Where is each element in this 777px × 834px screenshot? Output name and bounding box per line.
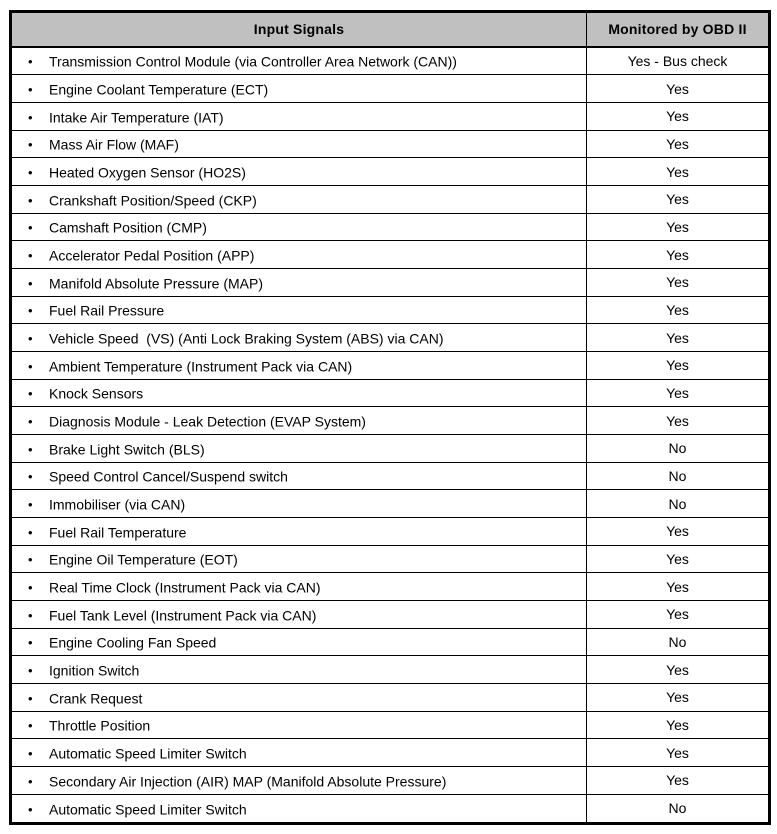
signal-label: Intake Air Temperature (IAT) <box>49 109 224 125</box>
table-row <box>11 435 770 463</box>
bullet-icon: • <box>28 745 33 761</box>
monitored-cell: Yes <box>587 130 770 158</box>
table-row <box>11 103 770 131</box>
signal-cell <box>11 628 587 656</box>
signal-label: Throttle Position <box>49 717 151 734</box>
bullet-icon: • <box>28 662 33 678</box>
signal-label: Automatic Speed Limiter Switch <box>49 801 247 818</box>
signal-cell <box>11 241 587 269</box>
signal-cell <box>11 601 587 629</box>
signal-label: Crankshaft Position/Speed (CKP) <box>49 192 257 209</box>
table-row <box>11 739 770 767</box>
monitored-cell: Yes <box>587 684 770 712</box>
signal-cell <box>11 767 587 795</box>
table-body <box>11 47 770 824</box>
bullet-icon: • <box>28 635 33 651</box>
signal-cell <box>11 462 587 490</box>
signal-label: Manifold Absolute Pressure (MAP) <box>49 275 263 292</box>
signal-cell <box>11 684 587 712</box>
signal-label: Diagnosis Module - Leak Detection (EVAP System) <box>49 413 366 430</box>
signal-cell <box>11 47 587 75</box>
bullet-icon: • <box>28 247 33 263</box>
monitored-cell: Yes <box>587 545 770 573</box>
signal-label: Real Time Clock (Instrument Pack via CAN) <box>49 579 321 596</box>
signal-cell <box>11 656 587 684</box>
table-row <box>11 573 770 601</box>
monitored-cell: Yes <box>587 324 770 352</box>
bullet-icon: • <box>28 773 33 789</box>
bullet-icon: • <box>28 441 33 457</box>
bullet-icon: • <box>28 386 33 402</box>
signal-label: Automatic Speed Limiter Switch <box>49 745 247 762</box>
signal-label: Fuel Tank Level (Instrument Pack via CAN) <box>49 607 317 624</box>
header-row <box>11 12 770 47</box>
monitored-cell: No <box>587 435 770 463</box>
table-row <box>11 407 770 435</box>
signal-label: Vehicle Speed (VS) (Anti Lock Braking System (ABS) via CAN) <box>49 330 444 347</box>
table-row <box>11 241 770 269</box>
column-header-monitored-by-obd2: Monitored by OBD II <box>587 12 770 47</box>
monitored-cell: Yes <box>587 767 770 795</box>
bullet-icon: • <box>28 690 33 706</box>
bullet-icon: • <box>28 552 33 568</box>
bullet-icon: • <box>28 469 33 485</box>
signal-cell <box>11 573 587 601</box>
table-row <box>11 462 770 490</box>
table-row <box>11 47 770 75</box>
signal-label: Speed Control Cancel/Suspend switch <box>49 468 288 485</box>
bullet-icon: • <box>28 330 33 346</box>
bullet-icon: • <box>28 192 33 208</box>
signal-label: Engine Cooling Fan Speed <box>49 634 217 651</box>
signal-label: Engine Oil Temperature (EOT) <box>49 551 238 568</box>
monitored-cell: Yes <box>587 103 770 131</box>
table-row <box>11 75 770 103</box>
table-header <box>11 12 770 47</box>
signal-cell <box>11 269 587 297</box>
signal-label: Crank Request <box>49 690 143 707</box>
table-row <box>11 545 770 573</box>
monitored-cell: Yes <box>587 656 770 684</box>
column-header-input-signals: Input Signals <box>11 12 587 47</box>
bullet-icon: • <box>28 137 33 153</box>
signal-label: Engine Coolant Temperature (ECT) <box>49 81 269 98</box>
monitored-cell: Yes <box>587 352 770 380</box>
signal-cell <box>11 435 587 463</box>
bullet-icon: • <box>28 413 33 429</box>
signal-label: Knock Sensors <box>49 385 144 402</box>
signal-cell <box>11 545 587 573</box>
monitored-cell: Yes <box>587 213 770 241</box>
monitored-cell: Yes <box>587 518 770 546</box>
signal-label: Fuel Rail Temperature <box>49 524 187 541</box>
bullet-icon: • <box>28 358 33 374</box>
monitored-cell: Yes <box>587 573 770 601</box>
signal-label: Ambient Temperature (Instrument Pack via CAN) <box>49 358 353 375</box>
monitored-cell: Yes <box>587 269 770 297</box>
signal-label: Camshaft Position (CMP) <box>49 219 207 236</box>
signal-cell <box>11 158 587 186</box>
monitored-cell: Yes <box>587 379 770 407</box>
monitored-cell: No <box>587 462 770 490</box>
signal-cell <box>11 518 587 546</box>
table-row <box>11 628 770 656</box>
signal-label: Transmission Control Module (via Controller Area Network (CAN)) <box>49 53 457 70</box>
table-row <box>11 656 770 684</box>
signal-label: Heated Oxygen Sensor (HO2S) <box>49 164 246 181</box>
signal-cell <box>11 407 587 435</box>
signal-label: Immobiliser (via CAN) <box>49 496 186 513</box>
monitored-cell: No <box>587 490 770 518</box>
signal-cell <box>11 711 587 739</box>
monitored-cell: Yes <box>587 186 770 214</box>
monitored-cell: Yes <box>587 601 770 629</box>
table-row <box>11 601 770 629</box>
monitored-cell: Yes <box>587 711 770 739</box>
table-row <box>11 684 770 712</box>
signal-label: Ignition Switch <box>49 662 140 679</box>
table-row <box>11 490 770 518</box>
monitored-cell: Yes <box>587 407 770 435</box>
signal-cell <box>11 296 587 324</box>
table-row <box>11 518 770 546</box>
bullet-icon: • <box>28 607 33 623</box>
signal-cell <box>11 324 587 352</box>
signal-cell <box>11 794 587 823</box>
table-row <box>11 767 770 795</box>
monitored-cell: No <box>587 794 770 823</box>
signal-cell <box>11 75 587 103</box>
monitored-cell: Yes <box>587 75 770 103</box>
bullet-icon: • <box>28 54 33 70</box>
table-row <box>11 158 770 186</box>
table-row <box>11 269 770 297</box>
bullet-icon: • <box>28 164 33 180</box>
bullet-icon: • <box>28 109 33 125</box>
signal-label: Fuel Rail Pressure <box>49 302 165 319</box>
table-row <box>11 213 770 241</box>
signal-cell <box>11 739 587 767</box>
table-row <box>11 296 770 324</box>
signal-cell <box>11 130 587 158</box>
table-row <box>11 711 770 739</box>
bullet-icon: • <box>28 496 33 512</box>
monitored-cell: Yes <box>587 241 770 269</box>
monitored-cell: Yes <box>587 158 770 186</box>
monitored-cell: Yes <box>587 739 770 767</box>
signal-cell <box>11 490 587 518</box>
signal-cell <box>11 186 587 214</box>
bullet-icon: • <box>28 81 33 97</box>
bullet-icon: • <box>28 303 33 319</box>
monitored-cell: No <box>587 628 770 656</box>
input-signals-table <box>9 10 771 825</box>
signal-cell <box>11 103 587 131</box>
table-row <box>11 794 770 823</box>
signal-cell <box>11 213 587 241</box>
monitored-cell: Yes - Bus check <box>587 47 770 75</box>
table-row <box>11 324 770 352</box>
signal-label: Secondary Air Injection (AIR) MAP (Manifold Absolute Pressure) <box>49 773 447 790</box>
bullet-icon: • <box>28 718 33 734</box>
signal-label: Mass Air Flow (MAF) <box>49 136 179 153</box>
signal-cell <box>11 352 587 380</box>
table-row <box>11 186 770 214</box>
table-row <box>11 352 770 380</box>
bullet-icon: • <box>28 579 33 595</box>
bullet-icon: • <box>28 275 33 291</box>
signal-cell <box>11 379 587 407</box>
table-row <box>11 130 770 158</box>
table-row <box>11 379 770 407</box>
signal-label: Accelerator Pedal Position (APP) <box>49 247 255 264</box>
bullet-icon: • <box>28 220 33 236</box>
bullet-icon: • <box>28 524 33 540</box>
bullet-icon: • <box>28 801 33 817</box>
signal-label: Brake Light Switch (BLS) <box>49 441 205 458</box>
monitored-cell: Yes <box>587 296 770 324</box>
